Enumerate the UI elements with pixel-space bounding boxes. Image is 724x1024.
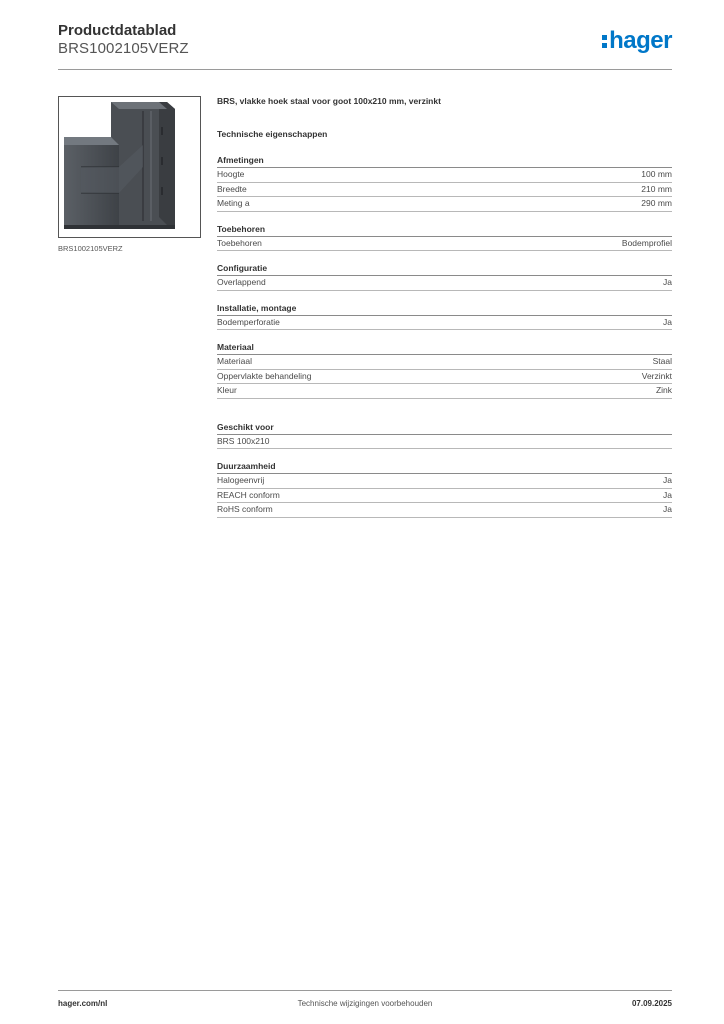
- footer-date: 07.09.2025: [631, 999, 672, 1008]
- technical-properties-title: Technische eigenschappen: [217, 129, 328, 139]
- section-geschikt-voor: [217, 421, 672, 450]
- product-code: BRS1002105VERZ: [58, 40, 189, 57]
- spec-value: Ja: [663, 316, 672, 327]
- hager-logo: [602, 28, 672, 54]
- section-title: Toebehoren: [217, 223, 672, 237]
- spec-value: Ja: [663, 504, 672, 514]
- spec-row: [217, 197, 672, 212]
- flat-corner-product-icon: [59, 97, 200, 237]
- spec-label: Meting a: [217, 198, 250, 208]
- spec-value: Staal: [652, 356, 672, 366]
- product-image: [58, 96, 201, 238]
- section-afmetingen: [217, 154, 672, 212]
- page-header: [58, 22, 672, 70]
- section-toebehoren: [217, 223, 672, 252]
- footer-disclaimer: Technische wijzigingen voorbehouden: [297, 999, 433, 1008]
- spec-label: Overlappend: [217, 277, 266, 287]
- spec-row: [217, 384, 672, 399]
- page-footer: [58, 990, 672, 1010]
- spec-row: [217, 503, 672, 518]
- spec-value: Zink: [655, 385, 672, 395]
- section-title: Installatie, montage: [217, 302, 672, 316]
- footer-website-link[interactable]: hager.com/nl: [58, 999, 108, 1008]
- spec-row: [217, 237, 672, 252]
- logo-dots-icon: [602, 34, 607, 48]
- spec-label: Kleur: [217, 385, 237, 395]
- spec-value: 290 mm: [641, 198, 672, 208]
- section-installatie: [217, 302, 672, 331]
- spec-label: Toebehoren: [217, 237, 262, 248]
- spec-label: Hoogte: [217, 169, 245, 179]
- spec-value: 100 mm: [641, 169, 672, 179]
- spec-row: [217, 355, 672, 370]
- section-title: Duurzaamheid: [217, 460, 672, 474]
- section-materiaal: [217, 341, 672, 399]
- spec-row: [217, 474, 672, 489]
- spec-value: Ja: [663, 475, 672, 485]
- spec-value: Ja: [663, 277, 672, 287]
- spec-row: [217, 183, 672, 198]
- spec-label: Halogeenvrij: [217, 475, 265, 485]
- logo-text: hager: [609, 27, 672, 54]
- spec-value: 210 mm: [641, 183, 672, 194]
- spec-label: Oppervlakte behandeling: [217, 370, 312, 381]
- spec-value: Bodemprofiel: [621, 237, 672, 248]
- section-title: Afmetingen: [217, 154, 672, 168]
- spec-label: BRS 100x210: [217, 435, 270, 446]
- spec-label: REACH conform: [217, 489, 280, 500]
- spec-row: [217, 168, 672, 183]
- section-title: Materiaal: [217, 341, 672, 355]
- section-configuratie: [217, 262, 672, 291]
- document-title: Productdatablad: [58, 22, 177, 39]
- spec-row: [217, 316, 672, 331]
- image-caption: BRS1002105VERZ: [58, 244, 123, 253]
- spec-value: Verzinkt: [641, 370, 672, 381]
- product-description: BRS, vlakke hoek staal voor goot 100x210 mm, verzinkt: [217, 96, 441, 106]
- spec-content: [217, 95, 672, 518]
- spec-row: [217, 435, 672, 450]
- spec-label: Bodemperforatie: [217, 316, 280, 327]
- spec-row: [217, 489, 672, 504]
- section-title: Configuratie: [217, 262, 672, 276]
- spec-label: RoHS conform: [217, 504, 273, 514]
- section-duurzaamheid: [217, 460, 672, 518]
- section-title: Geschikt voor: [217, 421, 672, 435]
- spec-value: Ja: [663, 489, 672, 500]
- spec-row: [217, 276, 672, 291]
- spec-row: [217, 370, 672, 385]
- spec-label: Materiaal: [217, 356, 252, 366]
- spec-label: Breedte: [217, 183, 247, 194]
